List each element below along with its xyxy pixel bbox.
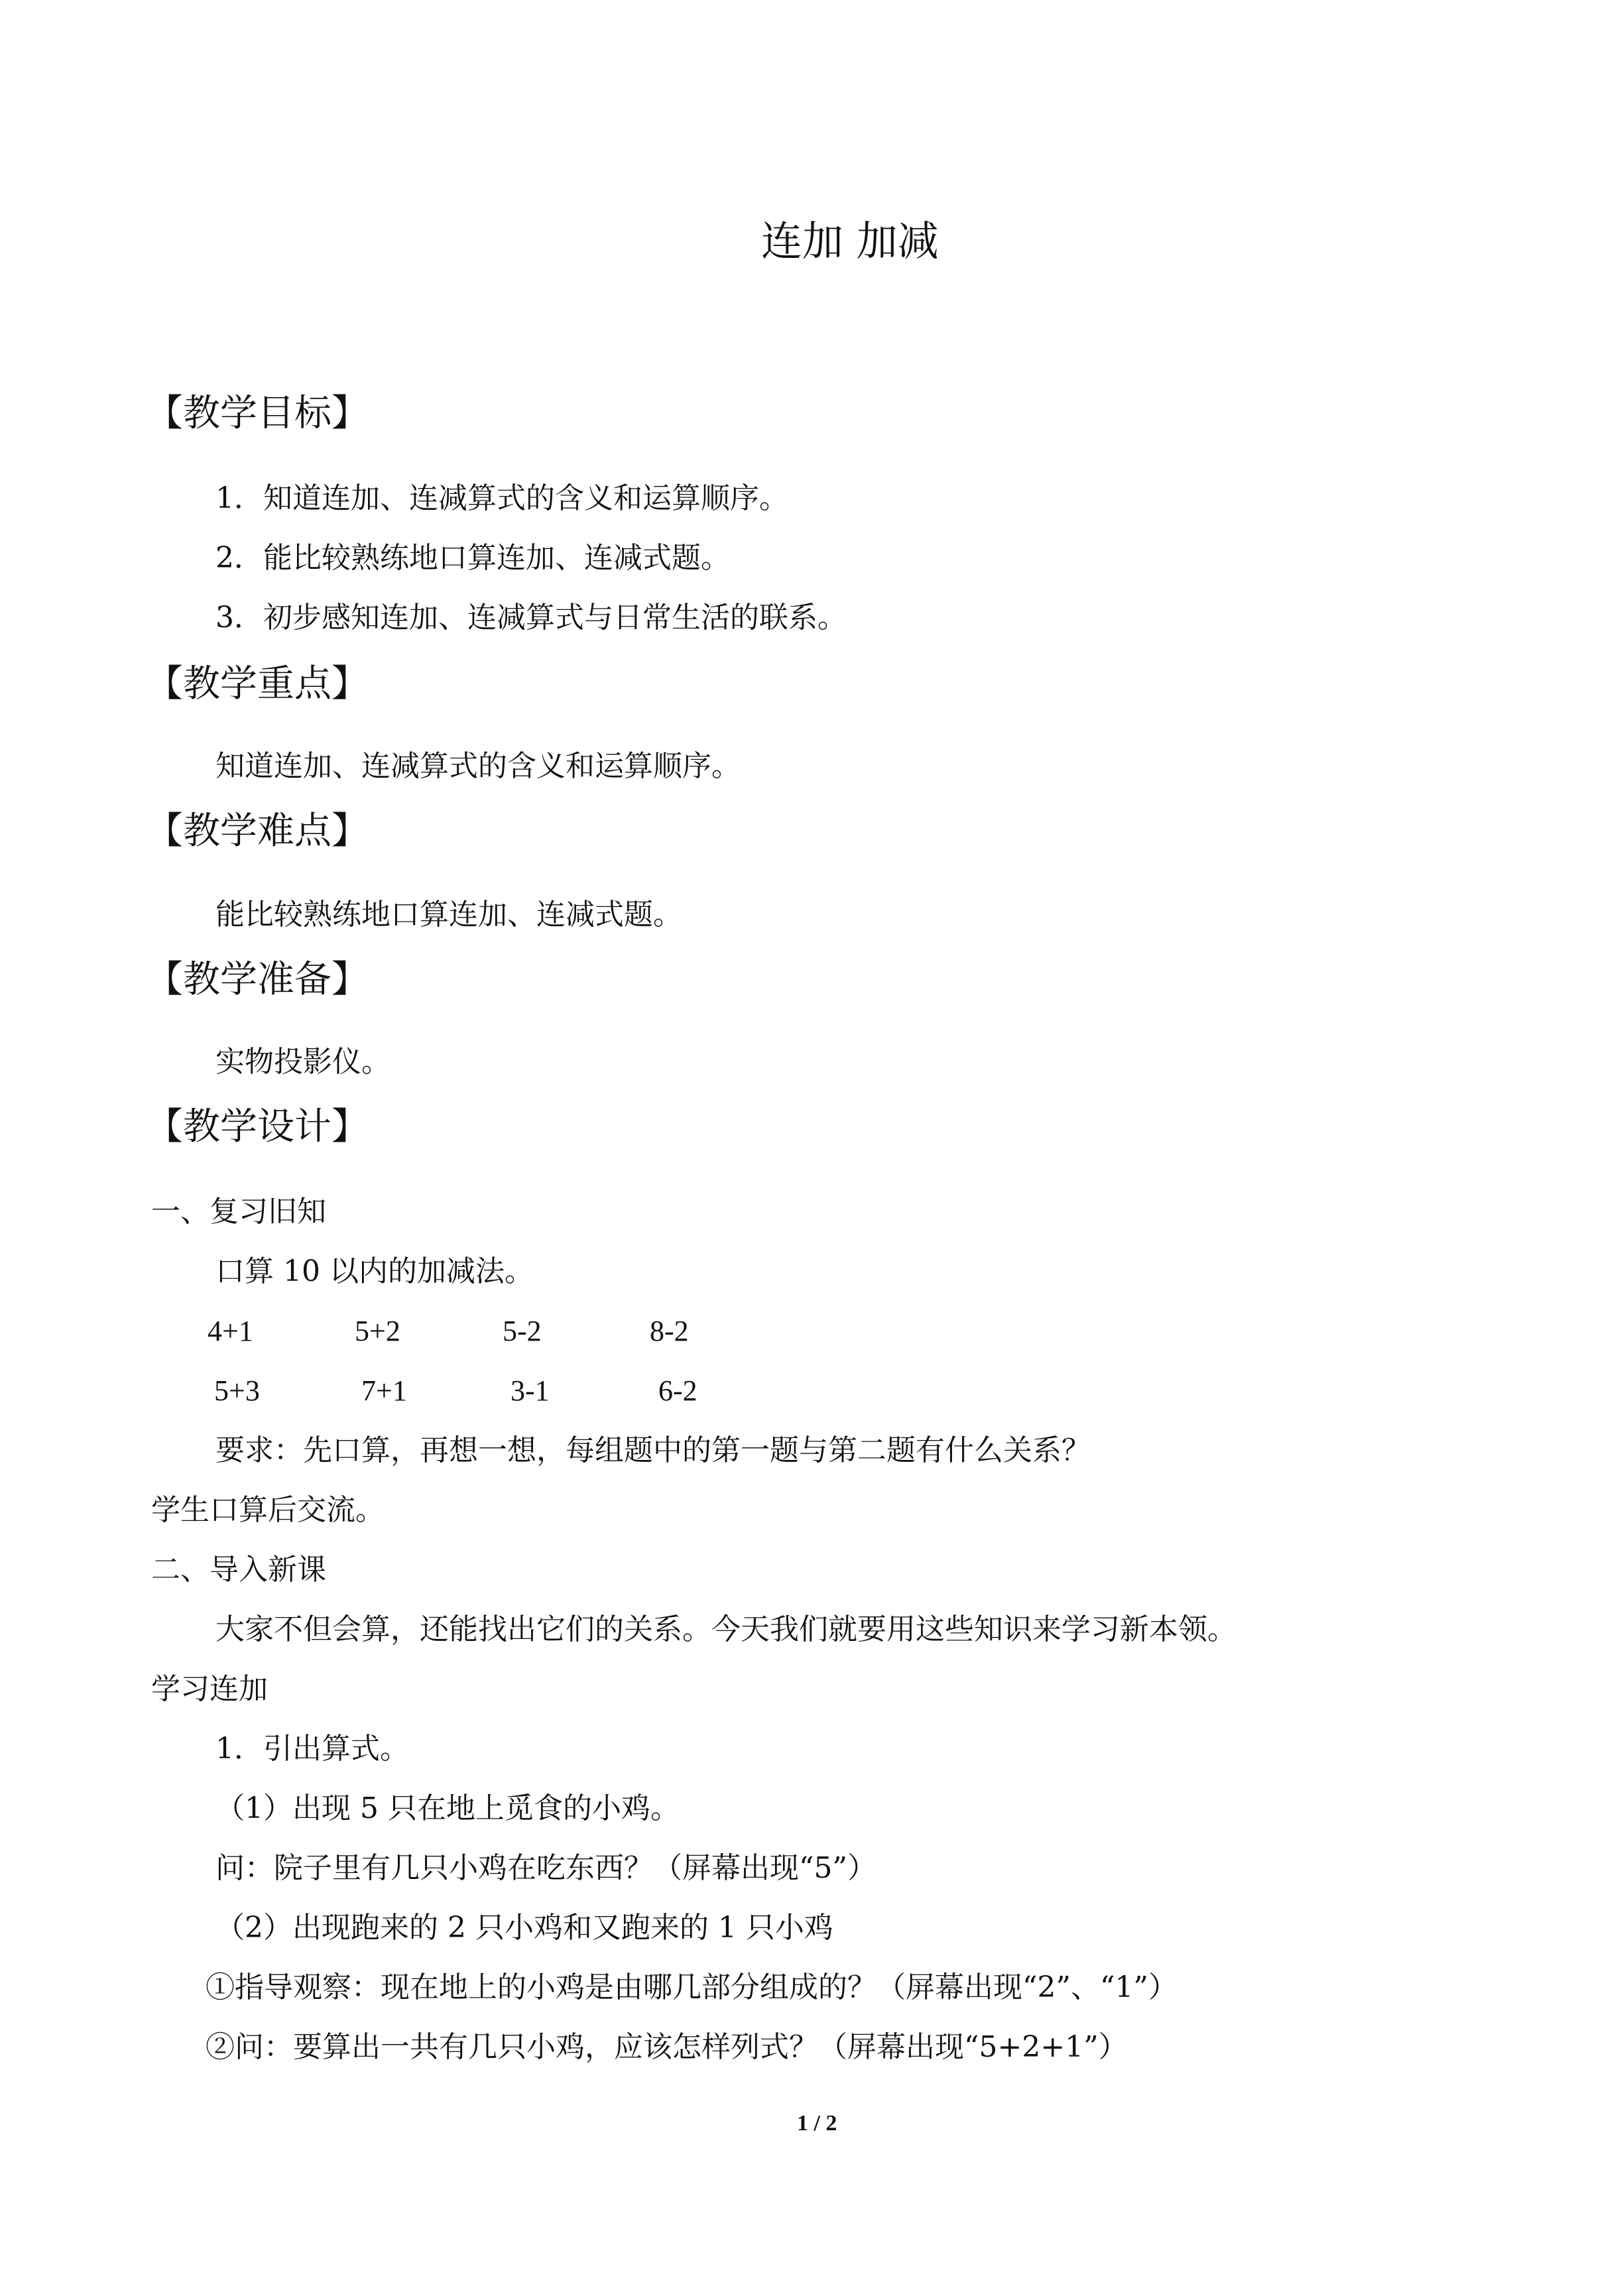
section2-step1: 1．引出算式。: [215, 1732, 409, 1766]
section2-p1: （1）出现 5 只在地上觅食的小鸡。: [215, 1791, 680, 1825]
exercise-row2-4: 6-2: [658, 1374, 697, 1407]
document-title: 连加 加减: [761, 217, 939, 265]
heading-design: 【教学设计】: [146, 1105, 369, 1148]
section1-intro: 口算 10 以内的加减法。: [215, 1254, 534, 1288]
exercise-row1-4: 8-2: [650, 1315, 689, 1347]
difficulties-text: 能比较熟练地口算连加、连减式题。: [215, 898, 682, 932]
section2-p2: （2）出现跑来的 2 只小鸡和又跑来的 1 只小鸡: [215, 1911, 833, 1945]
page-number: 1 / 2: [797, 2111, 837, 2136]
section2-intro: 大家不但会算，还能找出它们的关系。今天我们就要用这些知识来学习新本领。: [215, 1612, 1236, 1646]
key-points-text: 知道连加、连减算式的含义和运算顺序。: [215, 749, 741, 783]
exercise-row2-2: 7+1: [361, 1374, 407, 1407]
objective-item-1: 1．知道连加、连减算式的含义和运算顺序。: [215, 481, 788, 515]
preparation-text: 实物投影仪。: [215, 1045, 391, 1079]
heading-difficulties: 【教学难点】: [146, 810, 369, 853]
heading-preparation: 【教学准备】: [146, 958, 369, 1001]
section2-title: 二、导入新课: [151, 1553, 326, 1587]
heading-key-points: 【教学重点】: [146, 662, 369, 705]
exercise-row1-1: 4+1: [208, 1315, 253, 1347]
heading-objectives: 【教学目标】: [146, 392, 369, 435]
section1-exchange: 学生口算后交流。: [151, 1493, 385, 1527]
section2-c2: ②问：要算出一共有几只小鸡，应该怎样列式？（屏幕出现“5+2+1”）: [206, 2030, 1128, 2064]
section1-requirement: 要求：先口算，再想一想，每组题中的第一题与第二题有什么关系？: [215, 1433, 1091, 1467]
objective-item-3: 3．初步感知连加、连减算式与日常生活的联系。: [215, 601, 847, 634]
section2-q1: 问：院子里有几只小鸡在吃东西？（屏幕出现“5”）: [215, 1851, 876, 1885]
exercise-row1-2: 5+2: [355, 1315, 400, 1347]
exercise-row1-3: 5-2: [503, 1315, 542, 1347]
exercise-row2-3: 3-1: [511, 1374, 550, 1407]
section2-c1: ①指导观察：现在地上的小鸡是由哪几部分组成的？（屏幕出现“2”、“1”）: [206, 1970, 1177, 2004]
section2-subtitle: 学习连加: [151, 1672, 268, 1706]
exercise-row2-1: 5+3: [214, 1374, 260, 1407]
section1-title: 一、复习旧知: [151, 1195, 326, 1229]
objective-item-2: 2．能比较熟练地口算连加、连减式题。: [215, 541, 730, 575]
